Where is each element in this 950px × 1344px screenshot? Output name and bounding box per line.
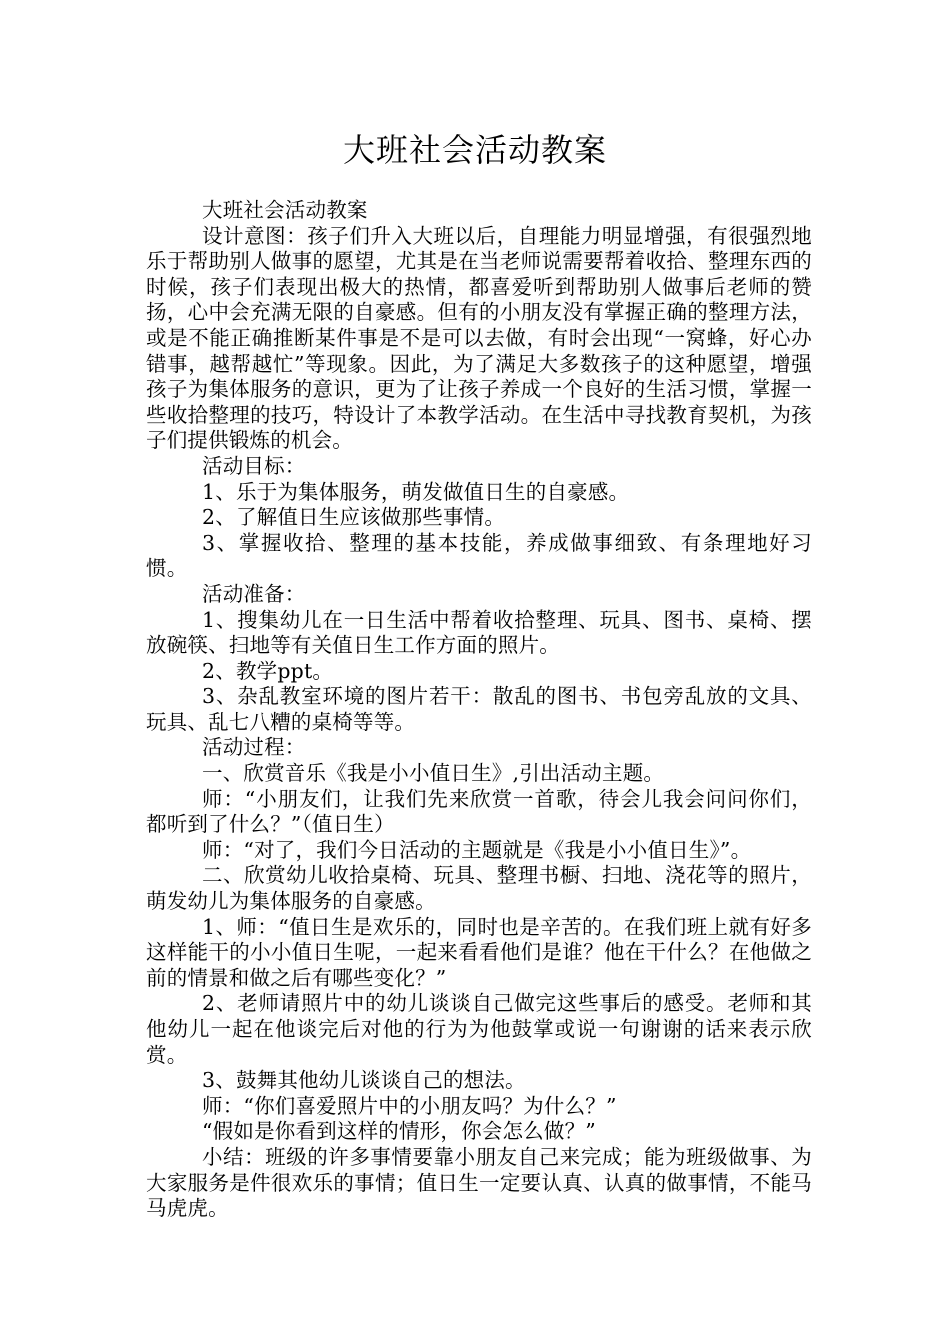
teacher-dialogue-4: “假如是你看到这样的情形，你会怎么做？” [202, 1119, 596, 1144]
document-body [146, 198, 812, 1222]
heading-activity-process: 活动过程： [202, 735, 306, 760]
process-substep-1: 1、师：“值日生是欢乐的，同时也是辛苦的。在我们班上就有好多这样能干的小小值日生呢，一起来看看他们是谁？他在干什么？在他做之前的情景和做之后有哪些变化？” [146, 914, 812, 990]
summary-paragraph: 小结：班级的许多事情要靠小朋友自己来完成；能为班级做事、为大家服务是件很欢乐的事情；值日生一定要认真、认真的做事情，不能马马虎虎。 [146, 1144, 812, 1221]
process-step-2: 二、欣赏幼儿收拾桌椅、玩具、整理书橱、扫地、浇花等的照片，萌发幼儿为集体服务的自豪感。 [146, 863, 812, 914]
heading-activity-preparation: 活动准备： [202, 581, 306, 606]
process-substep-2: 2、老师请照片中的幼儿谈谈自己做完这些事后的感受。老师和其他幼儿一起在他谈完后对他的行为为他鼓掌或说一句谢谢的话来表示欣赏。 [146, 991, 812, 1067]
process-substep-3: 3、鼓舞其他幼儿谈谈自己的想法。 [202, 1068, 526, 1093]
document-title: 大班社会活动教案 [342, 131, 607, 169]
teacher-dialogue-3: 师：“你们喜爱照片中的小朋友吗？为什么？” [202, 1093, 617, 1118]
heading-activity-goals: 活动目标： [202, 453, 306, 478]
teacher-dialogue-1: 师：“小朋友们，让我们先来欣赏一首歌，待会儿我会问问你们，都听到了什么？”（值日生） [146, 786, 812, 837]
process-step-1: 一、欣赏音乐《我是小小值日生》,引出活动主题。 [202, 761, 665, 786]
teacher-dialogue-2: 师：“对了，我们今日活动的主题就是《我是小小值日生》”。 [202, 837, 752, 862]
goal-item-2: 2、了解值日生应该做那些事情。 [202, 505, 506, 530]
preparation-item-2: 2、教学ppt。 [202, 658, 334, 683]
preparation-item-1: 1、搜集幼儿在一日生活中帮着收拾整理、玩具、图书、桌椅、摆放碗筷、扫地等有关值日生工作方面的照片。 [146, 607, 812, 658]
paragraph-design-intent: 设计意图：孩子们升入大班以后，自理能力明显增强，有很强烈地乐于帮助别人做事的愿望，尤其是在当老师说需要帮着收拾、整理东西的时候，孩子们表现出极大的热情，都喜爱听到帮助别人做事后老师的赞扬，心中会充满无限的自豪感。但有的小朋友没有掌握正确的整理方法，或是不能正确推断某件事是不是可以去做，有时会出现“一窝蜂，好心办错事，越帮越忙”等现象。因此，为了满足大多数孩子的这种愿望，增强孩子为集体服务的意识，更为了让孩子养成一个良好的生活习惯，掌握一些收拾整理的技巧，特设计了本教学活动。在生活中寻找教育契机，为孩子们提供锻炼的机会。 [146, 223, 812, 453]
paragraph-subtitle: 大班社会活动教案 [202, 198, 368, 222]
goal-item-1: 1、乐于为集体服务，萌发做值日生的自豪感。 [202, 479, 630, 504]
preparation-item-3: 3、杂乱教室环境的图片若干：散乱的图书、书包旁乱放的文具、玩具、乱七八糟的桌椅等等。 [146, 684, 812, 734]
goal-item-3: 3、掌握收拾、整理的基本技能，养成做事细致、有条理地好习惯。 [146, 530, 812, 581]
